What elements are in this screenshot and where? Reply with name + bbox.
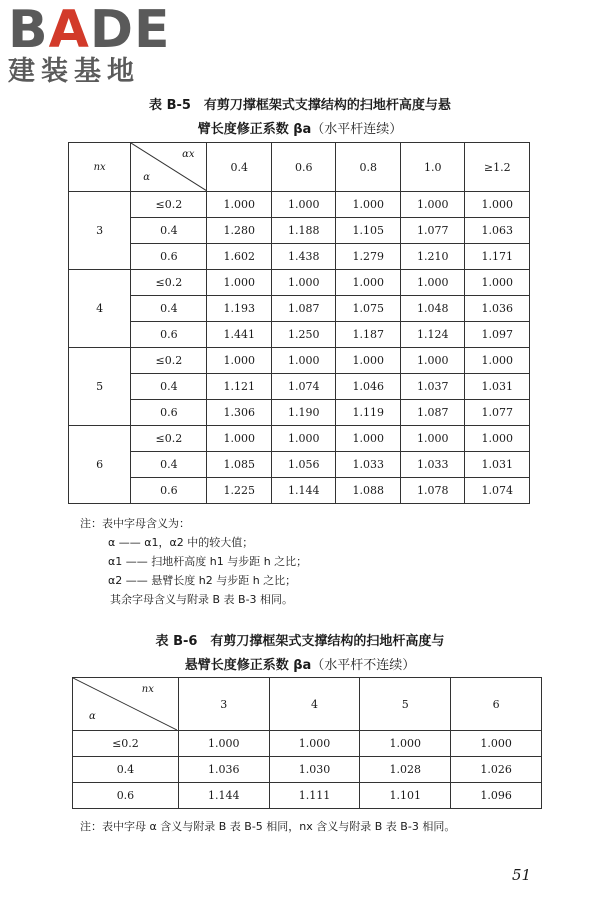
table-b5-value-cell: 1.085	[207, 452, 272, 478]
table-b6-value-cell: 1.000	[178, 731, 269, 757]
diagonal-line	[131, 143, 207, 191]
table-b5-value-cell: 1.087	[271, 296, 336, 322]
table-b5-alpha-cell: 0.6	[131, 322, 207, 348]
table-b5-value-cell: 1.000	[465, 192, 530, 218]
table-b6-value-cell: 1.111	[269, 783, 360, 809]
table-b5-row	[69, 478, 530, 504]
table-b5-value-cell: 1.033	[400, 452, 465, 478]
table-b5-value-cell: 1.077	[465, 400, 530, 426]
table-b5-value-cell: 1.250	[271, 322, 336, 348]
table-b5-value-cell: 1.088	[336, 478, 401, 504]
table-b6-value-cell: 1.000	[451, 731, 542, 757]
table-b5-alpha-cell: 0.6	[131, 478, 207, 504]
table-b5-value-cell: 1.074	[465, 478, 530, 504]
table-b6-value-cell: 1.000	[360, 731, 451, 757]
table-b5-row	[69, 322, 530, 348]
table-b6-title-line1: 表 B-6 有剪刀撑框架式支撑结构的扫地杆高度与	[155, 634, 445, 649]
table-b5-value-cell: 1.279	[336, 244, 401, 270]
table-b5-value-cell: 1.121	[207, 374, 272, 400]
table-b6-alpha-cell: 0.6	[73, 783, 179, 809]
table-b5-note-line: 其余字母含义与附录 B 表 B-3 相同。	[110, 593, 294, 606]
table-b5-title-line2: 臂长度修正系数 βa（水平杆连续）	[197, 122, 403, 137]
table-b5-value-cell: 1.000	[400, 192, 465, 218]
table-b6-value-cell: 1.000	[269, 731, 360, 757]
table-b6-value-cell: 1.030	[269, 757, 360, 783]
table-b5-alpha-cell: 0.4	[131, 218, 207, 244]
table-b6-col-header: 4	[269, 678, 360, 731]
table-b5-value-cell: 1.000	[271, 348, 336, 374]
table-b5-nx-header: nx	[69, 143, 131, 192]
table-b5-alpha-cell: 0.4	[131, 374, 207, 400]
table-b6-row	[73, 731, 542, 757]
table-b5-value-cell: 1.078	[400, 478, 465, 504]
table-b5-value-cell: 1.074	[271, 374, 336, 400]
table-b5-row	[69, 348, 530, 374]
corner-label-alpha: α	[143, 172, 150, 183]
table-b5-value-cell: 1.000	[207, 426, 272, 452]
table-b5-value-cell: 1.225	[207, 478, 272, 504]
table-b6-value-cell: 1.096	[451, 783, 542, 809]
table-b5-col-header: ≥1.2	[465, 143, 530, 192]
table-b5-value-cell: 1.306	[207, 400, 272, 426]
table-b6-alpha-cell: 0.4	[73, 757, 179, 783]
table-b5-nx-cell: 5	[69, 348, 131, 426]
table-b6-value-cell: 1.036	[178, 757, 269, 783]
table-b5-value-cell: 1.441	[207, 322, 272, 348]
table-b5-value-cell: 1.033	[336, 452, 401, 478]
table-b6-alpha-cell: ≤0.2	[73, 731, 179, 757]
table-b5-value-cell: 1.124	[400, 322, 465, 348]
table-b5-alpha-cell: ≤0.2	[131, 426, 207, 452]
table-b6-value-cell: 1.101	[360, 783, 451, 809]
table-b5-row	[69, 426, 530, 452]
table-b5-col-header: 0.4	[207, 143, 272, 192]
table-b5-row	[69, 270, 530, 296]
table-b5-value-cell: 1.077	[400, 218, 465, 244]
table-b5-alpha-cell: 0.6	[131, 400, 207, 426]
table-b6-value-cell: 1.028	[360, 757, 451, 783]
table-b6-row	[73, 783, 542, 809]
table-b5-note-line: 注：表中字母含义为：	[80, 517, 190, 530]
table-b5-value-cell: 1.000	[400, 426, 465, 452]
logo-subtitle: 建装基地	[8, 56, 140, 87]
table-b5-alpha-cell: 0.4	[131, 296, 207, 322]
table-b5-row	[69, 192, 530, 218]
table-b5-corner	[131, 143, 207, 192]
corner-label-nx: nx	[141, 684, 154, 695]
table-b5-value-cell: 1.187	[336, 322, 401, 348]
table-b6-title	[0, 632, 600, 676]
table-b5-value-cell: 1.210	[400, 244, 465, 270]
logo-wordmark: BADE	[8, 0, 171, 60]
table-b5-value-cell: 1.087	[400, 400, 465, 426]
table-b5-value-cell: 1.280	[207, 218, 272, 244]
table-b6-value-cell: 1.144	[178, 783, 269, 809]
brand-logo	[8, 0, 178, 88]
table-b5-value-cell: 1.097	[465, 322, 530, 348]
table-b5-value-cell: 1.000	[336, 426, 401, 452]
table-b6-col-header: 3	[178, 678, 269, 731]
table-b5-value-cell: 1.036	[465, 296, 530, 322]
table-b5-alpha-cell: 0.6	[131, 244, 207, 270]
table-b6	[72, 677, 542, 809]
table-b5-value-cell: 1.119	[336, 400, 401, 426]
table-b5-value-cell: 1.000	[400, 348, 465, 374]
table-b5-notes	[80, 514, 560, 609]
table-b5-value-cell: 1.000	[465, 348, 530, 374]
table-b5-value-cell: 1.000	[336, 348, 401, 374]
table-b6-col-header: 5	[360, 678, 451, 731]
table-b5-title-line1: 表 B-5 有剪刀撑框架式支撑结构的扫地杆高度与悬	[149, 98, 451, 113]
table-b5-value-cell: 1.031	[465, 452, 530, 478]
table-b6-title-line2: 悬臂长度修正系数 βa（水平杆不连续）	[184, 658, 416, 673]
table-b5-note-line: α —— α1，α2 中的较大值；	[108, 536, 254, 549]
table-b5-col-header: 0.6	[271, 143, 336, 192]
table-b5-note-line: α2 —— 悬臂长度 h2 与步距 h 之比；	[108, 574, 297, 587]
table-b5-value-cell: 1.105	[336, 218, 401, 244]
table-b5-value-cell: 1.000	[271, 192, 336, 218]
table-b5-value-cell: 1.063	[465, 218, 530, 244]
table-b5-row	[69, 244, 530, 270]
table-b5-alpha-cell: 0.4	[131, 452, 207, 478]
table-b5-value-cell: 1.048	[400, 296, 465, 322]
table-b5-value-cell: 1.193	[207, 296, 272, 322]
table-b5-value-cell: 1.046	[336, 374, 401, 400]
table-b5-nx-cell: 3	[69, 192, 131, 270]
table-b5-value-cell: 1.602	[207, 244, 272, 270]
table-b5-row	[69, 452, 530, 478]
table-b5-value-cell: 1.000	[336, 270, 401, 296]
table-b5-row	[69, 296, 530, 322]
table-b6-corner	[73, 678, 179, 731]
table-b5-value-cell: 1.031	[465, 374, 530, 400]
corner-label-alpha: α	[89, 711, 96, 722]
table-b5-row	[69, 374, 530, 400]
table-b5-value-cell: 1.000	[207, 348, 272, 374]
table-b5-note-line: α1 —— 扫地杆高度 h1 与步距 h 之比；	[108, 555, 308, 568]
table-b5-alpha-cell: ≤0.2	[131, 192, 207, 218]
table-b5-value-cell: 1.000	[336, 192, 401, 218]
table-b5-alpha-cell: ≤0.2	[131, 270, 207, 296]
table-b5-value-cell: 1.000	[400, 270, 465, 296]
table-b5	[68, 142, 530, 504]
table-b6-value-cell: 1.026	[451, 757, 542, 783]
diagonal-line	[73, 678, 177, 730]
table-b5-value-cell: 1.190	[271, 400, 336, 426]
table-b5-value-cell: 1.000	[465, 426, 530, 452]
table-b5-title	[0, 96, 600, 140]
table-b5-value-cell: 1.000	[207, 270, 272, 296]
table-b5-value-cell: 1.188	[271, 218, 336, 244]
table-b5-value-cell: 1.438	[271, 244, 336, 270]
table-b6-row	[73, 757, 542, 783]
table-b5-value-cell: 1.037	[400, 374, 465, 400]
table-b6-header-row	[73, 678, 542, 731]
table-b5-col-header: 0.8	[336, 143, 401, 192]
table-b5-value-cell: 1.075	[336, 296, 401, 322]
table-b5-col-header: 1.0	[400, 143, 465, 192]
table-b5-nx-cell: 4	[69, 270, 131, 348]
table-b5-row	[69, 218, 530, 244]
table-b5-alpha-cell: ≤0.2	[131, 348, 207, 374]
table-b5-value-cell: 1.144	[271, 478, 336, 504]
table-b5-header-row	[69, 143, 530, 192]
table-b5-value-cell: 1.000	[207, 192, 272, 218]
corner-label-alphax: αx	[182, 149, 195, 160]
table-b5-value-cell: 1.000	[271, 426, 336, 452]
table-b5-value-cell: 1.056	[271, 452, 336, 478]
table-b5-value-cell: 1.171	[465, 244, 530, 270]
table-b5-value-cell: 1.000	[465, 270, 530, 296]
table-b6-col-header: 6	[451, 678, 542, 731]
page-number: 51	[512, 866, 532, 884]
table-b5-value-cell: 1.000	[271, 270, 336, 296]
table-b5-row	[69, 400, 530, 426]
table-b5-nx-cell: 6	[69, 426, 131, 504]
table-b6-note: 注：表中字母 α 含义与附录 B 表 B-5 相同，nx 含义与附录 B 表 B-3 相同。	[80, 820, 456, 833]
